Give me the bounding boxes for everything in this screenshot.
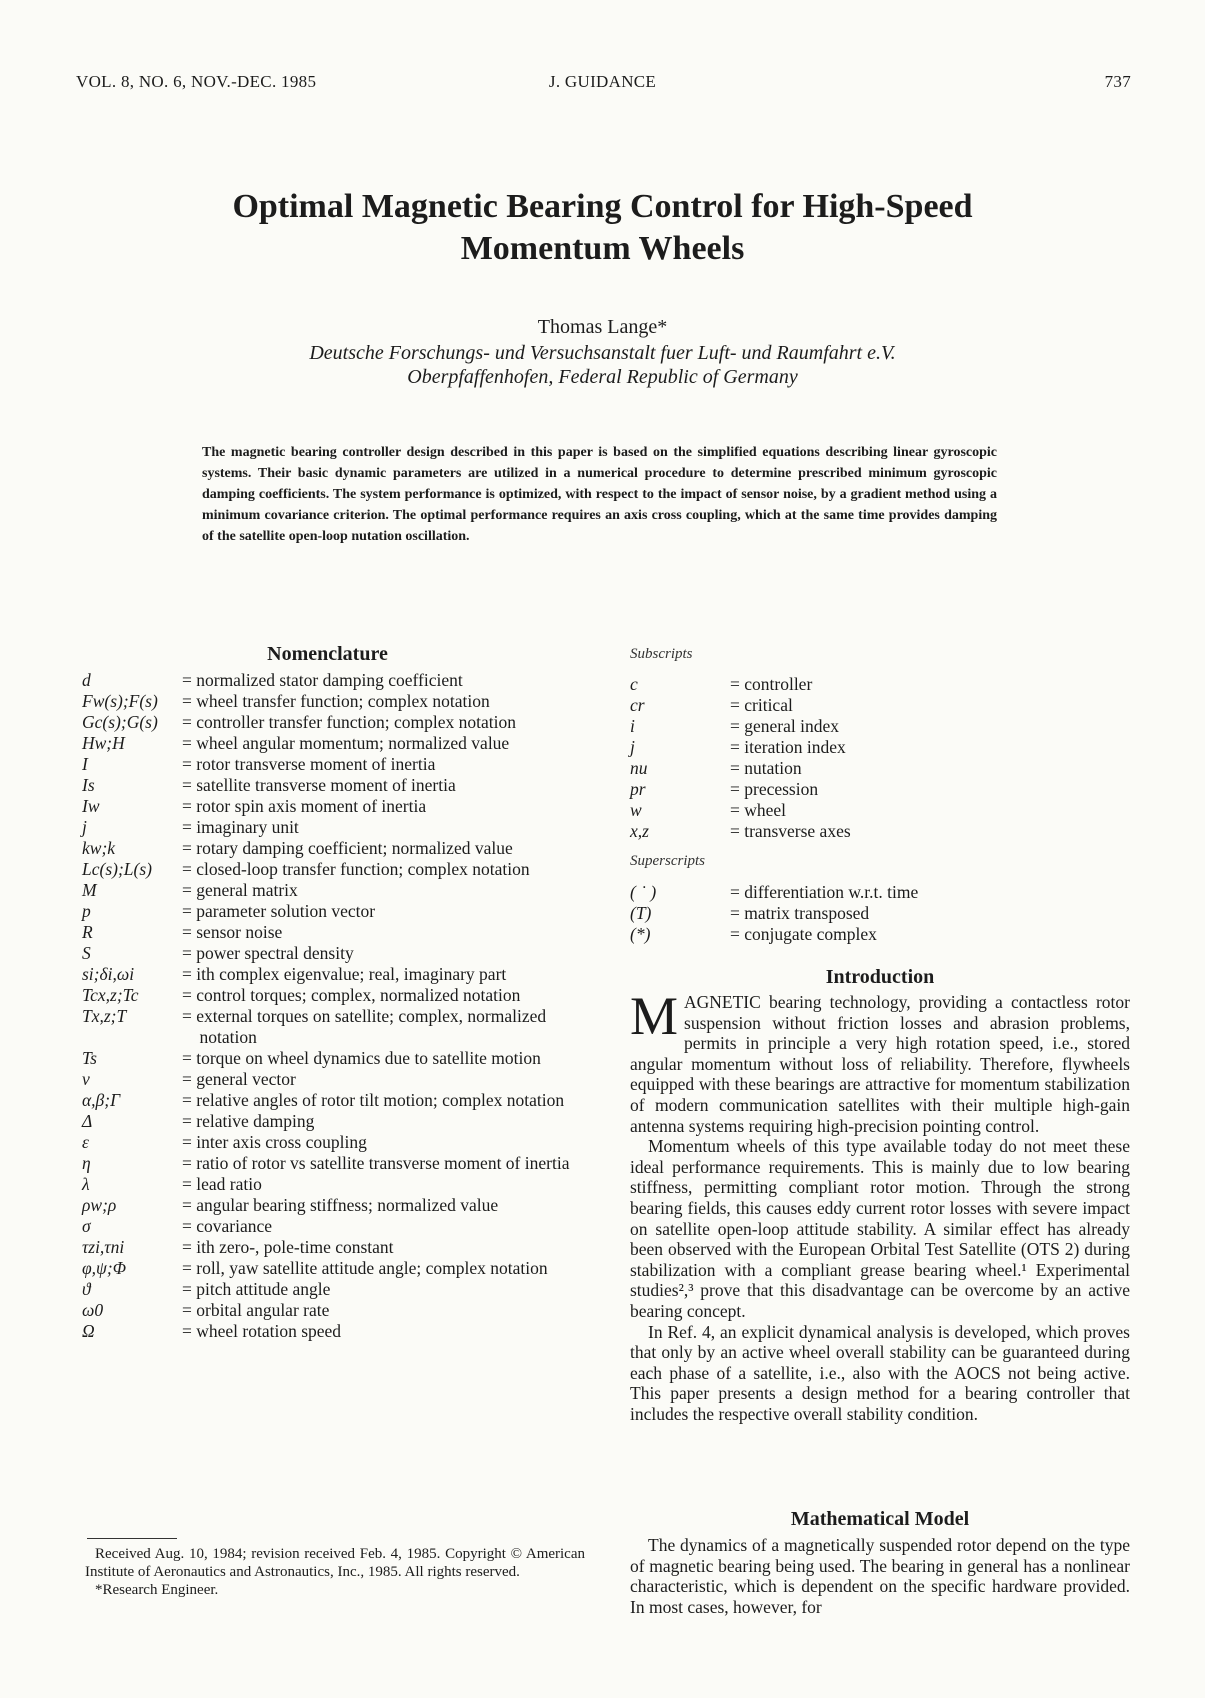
definition-row <box>82 880 582 901</box>
definition-row <box>82 1069 582 1090</box>
symbol: η <box>82 1153 91 1173</box>
definition-row <box>82 733 582 754</box>
definition-row <box>82 712 582 733</box>
subscripts-list <box>630 674 1150 842</box>
footnotes <box>85 1545 585 1599</box>
definition: = inter axis cross coupling <box>182 1132 367 1152</box>
definition: = sensor noise <box>182 922 283 942</box>
author: Thomas Lange* <box>537 316 668 338</box>
definition: = external torques on satellite; complex, normalized notation <box>182 1006 547 1047</box>
mathematical-model-heading: Mathematical Model <box>790 1508 970 1530</box>
symbol: ρw;ρ <box>82 1195 117 1215</box>
symbol: Ts <box>82 1048 97 1068</box>
introduction-body <box>630 986 1130 1424</box>
symbol: Fw(s);F(s) <box>82 691 158 711</box>
symbol: c <box>630 674 638 694</box>
symbol: ( ˙ ) <box>630 882 657 902</box>
symbol: (*) <box>630 924 651 944</box>
title-line-2: Momentum Wheels <box>460 230 745 267</box>
definition-row <box>630 903 1150 924</box>
drop-cap: M <box>630 986 679 1046</box>
symbol: ω0 <box>82 1300 104 1320</box>
definition-row <box>82 1111 582 1132</box>
definition: = lead ratio <box>182 1174 262 1194</box>
definition: = controller <box>730 674 813 694</box>
journal-name: J. GUIDANCE <box>548 72 657 91</box>
symbol: M <box>82 880 97 900</box>
definition: = wheel angular momentum; normalized value <box>182 733 510 753</box>
definition-row <box>82 796 582 817</box>
definition: = angular bearing stiffness; normalized value <box>182 1195 499 1215</box>
definition-row <box>82 817 582 838</box>
paper-title <box>120 186 1085 270</box>
symbol: Lc(s);L(s) <box>82 859 152 879</box>
definition: = controller transfer function; complex notation <box>182 712 517 732</box>
definition-row <box>82 964 582 985</box>
definition-row <box>82 691 582 712</box>
definition: = orbital angular rate <box>182 1300 330 1320</box>
nomenclature-list <box>82 670 582 1342</box>
definition-row <box>82 1237 582 1258</box>
definition: = roll, yaw satellite attitude angle; complex notation <box>182 1258 548 1278</box>
definition: = rotor transverse moment of inertia <box>182 754 436 774</box>
symbol: ϑ <box>82 1279 91 1299</box>
symbol: (T) <box>630 903 652 923</box>
definition: = closed-loop transfer function; complex notation <box>182 859 530 879</box>
definition: = rotary damping coefficient; normalized value <box>182 838 513 858</box>
definition: = rotor spin axis moment of inertia <box>182 796 427 816</box>
definition: = parameter solution vector <box>182 901 376 921</box>
symbol: Tcx,z;Tc <box>82 985 139 1005</box>
intro-paragraph: In Ref. 4, an explicit dynamical analysis is developed, which proves that only by an active wheel overall stability can be guaranteed during each phase of a satellite, i.e., also with the AOCS not being active. This paper presents a design method for a bearing controller that includes the respective overall stability condition. <box>630 1321 1130 1424</box>
definition: = relative angles of rotor tilt motion; complex notation <box>182 1090 565 1110</box>
definition-row <box>82 1216 582 1237</box>
definition: = ith complex eigenvalue; real, imaginary part <box>182 964 507 984</box>
definition: = normalized stator damping coefficient <box>182 670 463 690</box>
definition: = torque on wheel dynamics due to satellite motion <box>182 1048 541 1068</box>
definition-row <box>630 924 1150 945</box>
intro-paragraph: Momentum wheels of this type available today do not meet these ideal performance requirements. This is mainly due to low bearing stiffness, permitting compliant rotor motion. Through the strong bearing fields, this causes eddy current rotor losses with severe impact on satellite open-loop attitude stability. A similar effect has already been observed with the European Orbital Test Satellite (OTS 2) during stabilization with a compliant grease bearing wheel.¹ Experimental studies²,³ prove that this disadvantage can be overcome by an active bearing concept. <box>630 1136 1130 1321</box>
definition-row <box>82 1195 582 1216</box>
definition-row <box>630 882 1150 903</box>
symbol: kw;k <box>82 838 116 858</box>
definition: = matrix transposed <box>730 903 870 923</box>
definition: = covariance <box>182 1216 273 1236</box>
definition-row <box>82 670 582 691</box>
definition: = nutation <box>730 758 802 778</box>
symbol: Iw <box>82 796 100 816</box>
definition-row <box>630 716 1150 737</box>
definition-row <box>82 1279 582 1300</box>
definition: = iteration index <box>730 737 846 757</box>
symbol: si;δi,ωi <box>82 964 135 984</box>
definition-row <box>630 800 1150 821</box>
definition: = precession <box>730 779 819 799</box>
symbol: nu <box>630 758 648 778</box>
definition-row <box>82 985 582 1006</box>
affiliation-location: Oberpfaffenhofen, Federal Republic of Germany <box>407 366 798 388</box>
mathematical-model-body <box>630 1535 1130 1617</box>
symbol: d <box>82 670 91 690</box>
symbol: v <box>82 1069 90 1089</box>
definition: = wheel <box>730 800 787 820</box>
symbol: τzi,τni <box>82 1237 125 1257</box>
definition: = control torques; complex, normalized notation <box>182 985 521 1005</box>
symbol: Δ <box>82 1111 93 1131</box>
symbol: α,β;Γ <box>82 1090 121 1110</box>
definition-row <box>630 737 1150 758</box>
definition-row <box>82 754 582 775</box>
definition-row <box>82 1048 582 1069</box>
definition: = general index <box>730 716 839 736</box>
definition-row <box>82 1006 582 1048</box>
symbol: i <box>630 716 635 736</box>
symbol: σ <box>82 1216 91 1236</box>
symbol: Ω <box>82 1321 95 1341</box>
symbol: I <box>82 754 88 774</box>
definition-row <box>630 695 1150 716</box>
affiliation: Deutsche Forschungs- und Versuchsanstalt fuer Luft- und Raumfahrt e.V. <box>309 342 896 364</box>
symbol: x,z <box>630 821 649 841</box>
definition: = general matrix <box>182 880 298 900</box>
definition-row <box>82 943 582 964</box>
definition-row <box>82 1174 582 1195</box>
definition: = wheel transfer function; complex notation <box>182 691 490 711</box>
definition-row <box>82 1321 582 1342</box>
definition-row <box>630 821 1150 842</box>
definition: = satellite transverse moment of inertia <box>182 775 456 795</box>
symbol: Gc(s);G(s) <box>82 712 158 732</box>
symbol: j <box>630 737 635 757</box>
definition-row <box>82 1153 582 1174</box>
definition: = differentiation w.r.t. time <box>730 882 919 902</box>
symbol: Is <box>82 775 95 795</box>
symbol: S <box>82 943 91 963</box>
definition-row <box>82 922 582 943</box>
definition-row <box>82 1258 582 1279</box>
page-number: 737 <box>1104 72 1131 91</box>
symbol: ε <box>82 1132 89 1152</box>
symbol: pr <box>630 779 646 799</box>
symbol: w <box>630 800 642 820</box>
symbol: cr <box>630 695 645 715</box>
subscripts-heading: Subscripts <box>630 646 693 662</box>
symbol: p <box>82 901 91 921</box>
definition: = wheel rotation speed <box>182 1321 342 1341</box>
definition: = transverse axes <box>730 821 851 841</box>
superscripts-list <box>630 882 1150 945</box>
definition: = ith zero-, pole-time constant <box>182 1237 394 1257</box>
math-paragraph: The dynamics of a magnetically suspended rotor depend on the type of magnetic bearing being used. The bearing in general has a nonlinear characteristic, which is dependent on the specific hardware provided. In most cases, however, for <box>630 1535 1130 1617</box>
definition-row <box>82 838 582 859</box>
journal-volume: VOL. 8, NO. 6, NOV.-DEC. 1985 <box>76 72 317 91</box>
symbol: λ <box>82 1174 90 1194</box>
definition-row <box>630 674 1150 695</box>
definition-row <box>82 1300 582 1321</box>
nomenclature-title: Nomenclature <box>267 643 388 665</box>
definition-row <box>82 859 582 880</box>
footnote-rule <box>87 1538 177 1539</box>
definition-row <box>630 758 1150 779</box>
intro-paragraph: MAGNETIC bearing technology, providing a contactless rotor suspension without friction losses and abrasion problems, permits in principle a very high rotation speed, i.e., stored angular momentum without loss of reliability. Therefore, flywheels equipped with these bearings are attractive for momentum stabilization of modern communication satellites with their multiple high-gain antenna systems requiring high-precision pointing control. <box>630 986 1130 1136</box>
definition: = general vector <box>182 1069 296 1089</box>
definition: = critical <box>730 695 793 715</box>
definition: = conjugate complex <box>730 924 877 944</box>
definition-row <box>82 901 582 922</box>
received-footnote: Received Aug. 10, 1984; revision received Feb. 4, 1985. Copyright © American Institute of Aeronautics and Astronautics, Inc., 1985. All rights reserved. <box>85 1546 585 1580</box>
abstract: The magnetic bearing controller design described in this paper is based on the simplified equations describing linear gyroscopic systems. Their basic dynamic parameters are utilized in a numerical procedure to determine prescribed minimum gyroscopic damping coefficients. The system performance is optimized, with respect to the impact of sensor noise, by a gradient method using a minimum covariance criterion. The optimal performance requires an axis cross coupling, which at the same time provides damping of the satellite open-loop nutation oscillation. <box>202 445 997 544</box>
title-line-1: Optimal Magnetic Bearing Control for High-Speed <box>232 188 973 225</box>
symbol: Hw;H <box>82 733 125 753</box>
definition: = ratio of rotor vs satellite transverse moment of inertia <box>182 1153 570 1173</box>
symbol: R <box>82 922 93 942</box>
definition-row <box>82 775 582 796</box>
superscripts-heading: Superscripts <box>630 853 705 869</box>
definition-row <box>82 1090 582 1111</box>
symbol: Tx,z;T <box>82 1006 127 1026</box>
symbol: j <box>82 817 87 837</box>
definition-row <box>630 779 1150 800</box>
definition: = power spectral density <box>182 943 354 963</box>
definition-row <box>82 1132 582 1153</box>
definition: = imaginary unit <box>182 817 299 837</box>
definition: = pitch attitude angle <box>182 1279 331 1299</box>
definition: = relative damping <box>182 1111 315 1131</box>
author-footnote: *Research Engineer. <box>95 1582 219 1598</box>
symbol: φ,ψ;Φ <box>82 1258 127 1278</box>
introduction-heading: Introduction <box>825 966 935 988</box>
